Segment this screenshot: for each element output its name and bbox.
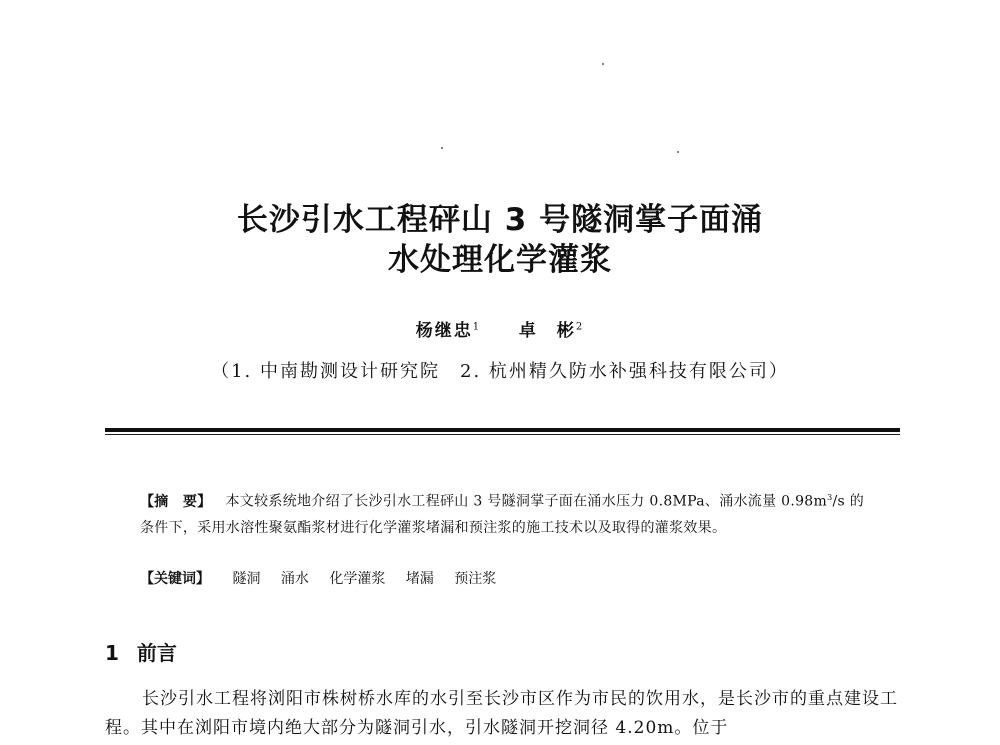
scan-speck bbox=[602, 63, 604, 65]
affiliations: （1. 中南勘测设计研究院 2. 杭州精久防水补强科技有限公司） bbox=[211, 361, 789, 382]
scan-speck bbox=[441, 147, 443, 149]
header-rule-thick bbox=[105, 428, 900, 432]
author-affil-mark: 2 bbox=[575, 321, 585, 333]
scan-speck bbox=[677, 151, 679, 153]
keyword: 预注浆 bbox=[454, 571, 497, 587]
keywords bbox=[140, 566, 512, 592]
abstract-superscript: 3 bbox=[827, 493, 833, 502]
abstract bbox=[140, 485, 870, 541]
author-name: 杨继忠 bbox=[415, 321, 473, 341]
author-line bbox=[0, 316, 1000, 341]
keyword: 涌水 bbox=[280, 571, 309, 587]
section-title: 前言 bbox=[136, 641, 177, 665]
section-heading bbox=[105, 637, 177, 666]
author-affil-mark: 1 bbox=[472, 321, 482, 333]
header-rule-thin bbox=[105, 434, 900, 435]
paper-title-line1: 长沙引水工程砰山 3 号隧洞掌子面涌 bbox=[236, 202, 764, 238]
section-number: 1 bbox=[105, 641, 119, 665]
body-paragraph: 长沙引水工程将浏阳市株树桥水库的水引至长沙市区作为市民的饮用水，是长沙市的重点建设工程。其中在浏阳市境内绝大部分为隧洞引水，引水隧洞开挖洞径 4.20m。位于 bbox=[105, 689, 898, 738]
keywords-label: 【关键词】 bbox=[140, 571, 210, 587]
author-name: 卓 彬 bbox=[518, 321, 576, 341]
paper-title-line2: 水处理化学灌浆 bbox=[388, 242, 612, 278]
keyword: 隧洞 bbox=[232, 571, 261, 587]
abstract-text: /s 的条件下，采用水溶性聚氨酯浆材进行化学灌浆堵漏和预注浆的施工技术以及取得的灌浆效果。 bbox=[140, 493, 865, 536]
abstract-label: 【摘 要】 bbox=[140, 493, 212, 510]
keyword: 堵漏 bbox=[405, 571, 434, 587]
paper-title bbox=[0, 200, 1000, 280]
keyword: 化学灌浆 bbox=[329, 571, 386, 587]
abstract-text: 本文较系统地介绍了长沙引水工程砰山 3 号隧洞掌子面在涌水压力 0.8MPa、涌水流量 0.98m bbox=[225, 493, 828, 510]
